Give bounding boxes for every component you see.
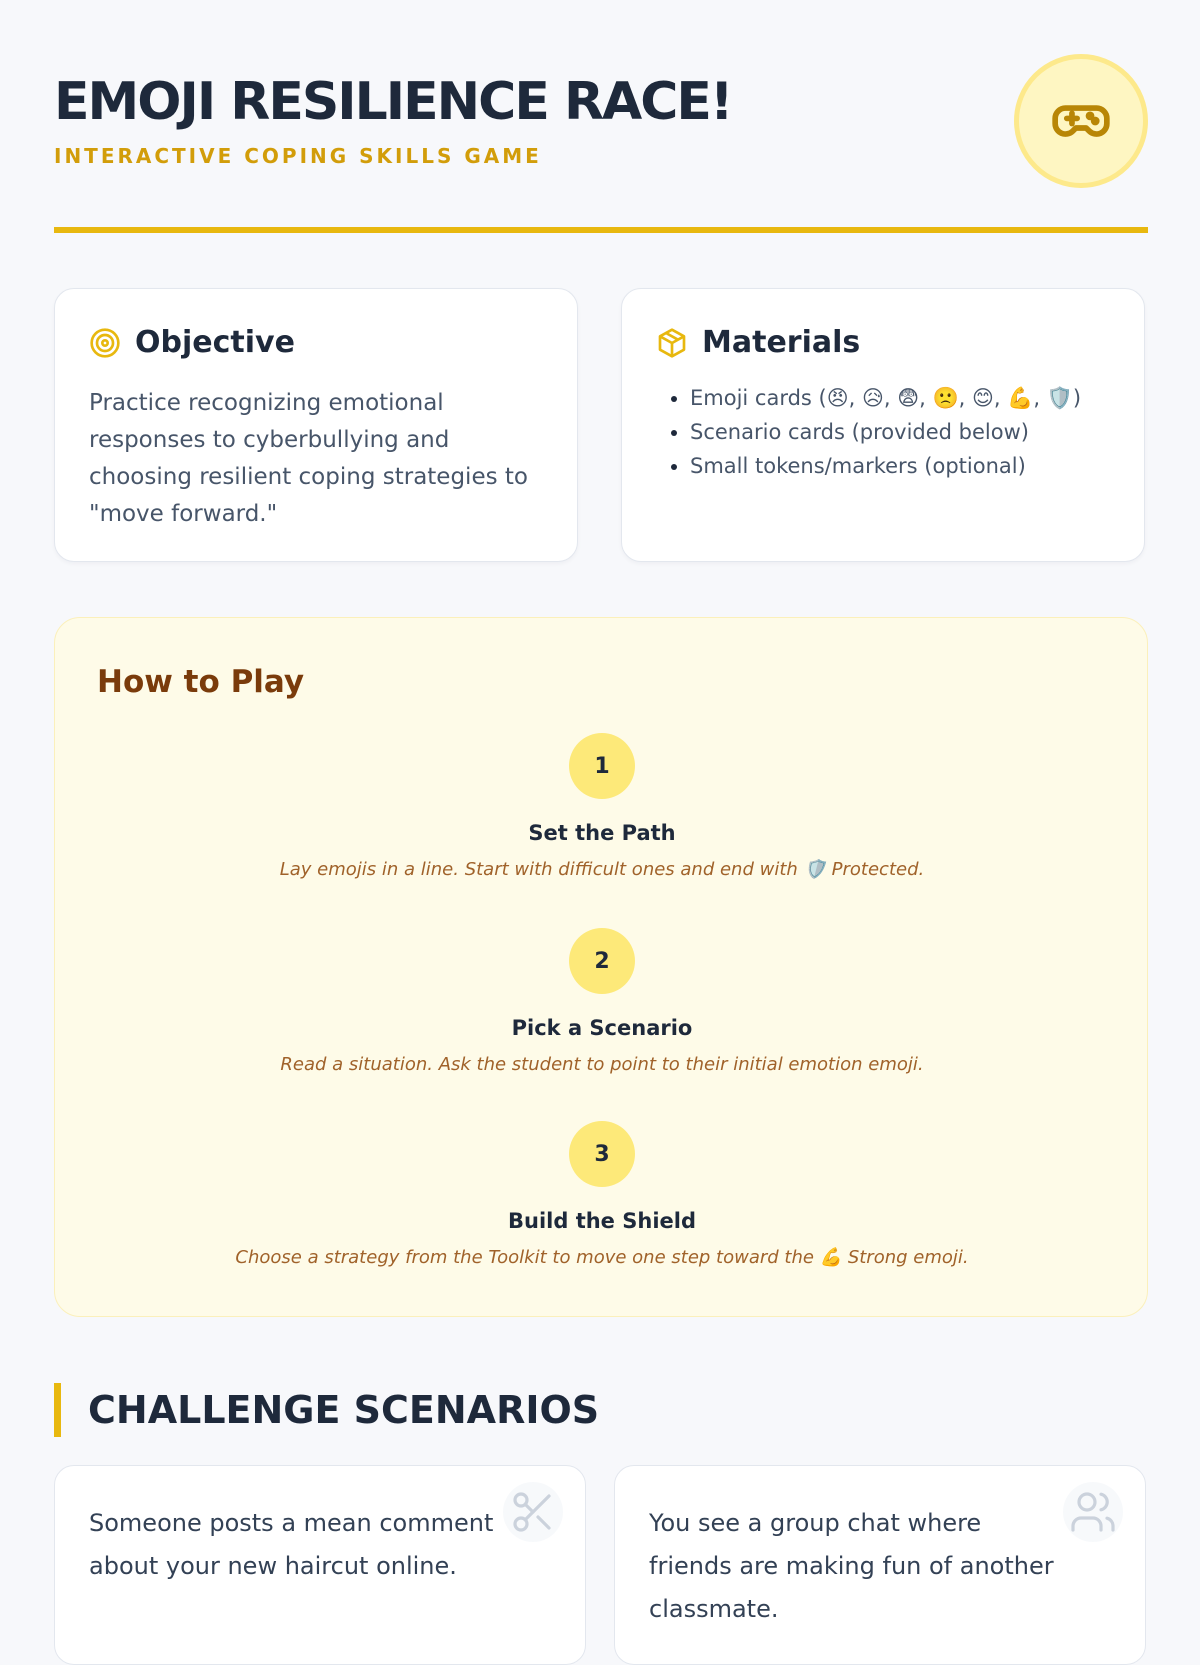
materials-title: Materials (702, 325, 861, 360)
step-title: Set the Path (528, 821, 676, 845)
materials-header (656, 325, 860, 360)
target-icon (89, 327, 121, 359)
gamepad-icon (1050, 90, 1112, 152)
step-3 (55, 1121, 1149, 1268)
step-number: 1 (569, 733, 635, 799)
step-title: Pick a Scenario (511, 1016, 693, 1040)
scenarios-title: CHALLENGE SCENARIOS (88, 1388, 600, 1432)
step-description: Lay emojis in a line. Start with difficult ones and end with 🛡️ Protected. (279, 859, 925, 880)
objective-title: Objective (135, 325, 295, 360)
box-icon (656, 327, 688, 359)
step-number: 3 (569, 1121, 635, 1187)
materials-item: • Emoji cards (😠, 😥, 😨, 🙁, 😊, 💪, 🛡️) (690, 381, 1081, 415)
step-1 (55, 733, 1149, 880)
materials-item: • Scenario cards (provided below) (690, 415, 1081, 449)
scenario-card (614, 1465, 1146, 1665)
page-subtitle: INTERACTIVE COPING SKILLS GAME (54, 144, 542, 168)
objective-header (89, 325, 295, 360)
step-2 (55, 928, 1149, 1075)
scenario-icon-wrap (1063, 1482, 1123, 1542)
header-divider (54, 227, 1148, 233)
how-to-play-panel (54, 617, 1148, 1317)
gamepad-badge (1014, 54, 1148, 188)
page-title: EMOJI RESILIENCE RACE! (54, 72, 732, 132)
how-to-play-title: How to Play (97, 664, 305, 700)
page-header (54, 68, 1148, 198)
section-accent-bar (54, 1383, 61, 1437)
step-number: 2 (569, 928, 635, 994)
step-title: Build the Shield (508, 1209, 696, 1233)
objective-card (54, 288, 578, 562)
step-description: Choose a strategy from the Toolkit to move one step toward the 💪 Strong emoji. (235, 1247, 969, 1268)
scenario-card (54, 1465, 586, 1665)
materials-card (621, 288, 1145, 562)
objective-text: Practice recognizing emotional responses to cyberbullying and choosing resilient coping strategies to "move forward." (89, 390, 528, 527)
materials-list (662, 381, 1081, 483)
scenario-icon-wrap (503, 1482, 563, 1542)
scenario-text: You see a group chat where friends are making fun of another classmate. (649, 1509, 1054, 1623)
materials-item: • Small tokens/markers (optional) (690, 449, 1081, 483)
step-description: Read a situation. Ask the student to point to their initial emotion emoji. (280, 1054, 924, 1075)
scissors-icon (509, 1488, 557, 1536)
scenario-text: Someone posts a mean comment about your new haircut online. (89, 1509, 494, 1580)
users-icon (1069, 1488, 1117, 1536)
